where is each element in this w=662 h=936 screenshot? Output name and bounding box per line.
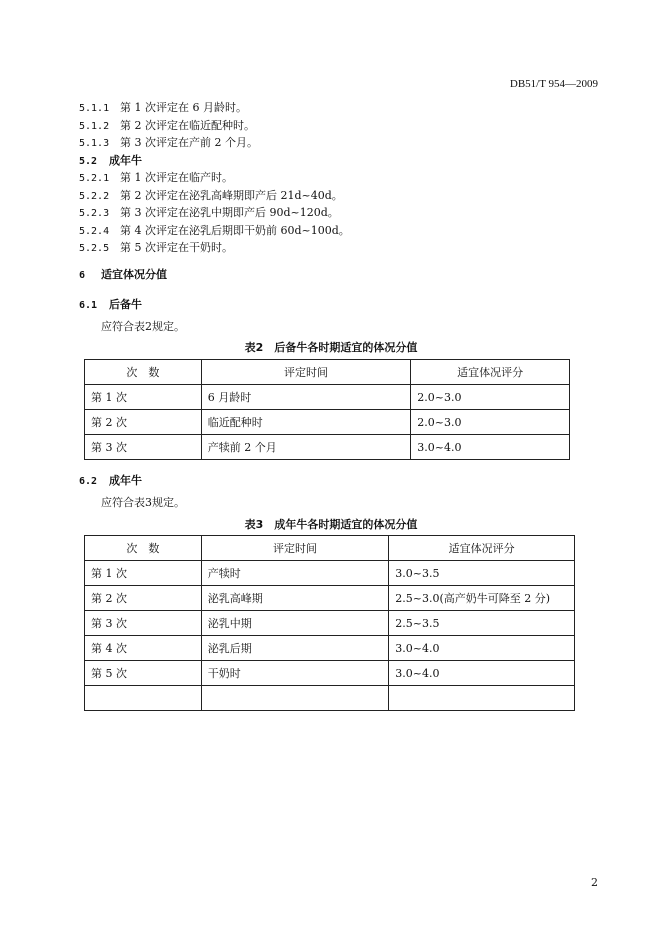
table-cell: 产犊前 2 个月 xyxy=(201,435,411,460)
table-cell: 3.0~4.0 xyxy=(389,636,575,661)
section-title: 后备牛 xyxy=(109,298,142,311)
table-cell: 临近配种时 xyxy=(201,410,411,435)
section-number: 6.2 xyxy=(79,476,98,487)
clause-number: 5.2.5 xyxy=(79,243,110,254)
clause-number: 5.2.1 xyxy=(79,173,110,184)
table-cell: 第 2 次 xyxy=(85,410,202,435)
table-cell: 第 4 次 xyxy=(85,636,202,661)
table-cell: 2.0~3.0 xyxy=(411,410,570,435)
section-6-1-paragraph: 应符合表2规定。 xyxy=(101,320,185,333)
table-header-cell: 次 数 xyxy=(85,536,202,561)
section-6-2-heading xyxy=(79,472,142,488)
section-title: 成年牛 xyxy=(109,154,142,167)
table-row xyxy=(85,586,575,611)
table-header-row xyxy=(85,536,575,561)
table-row xyxy=(85,561,575,586)
clause-5-1-1 xyxy=(79,99,247,115)
clause-text: 第 1 次评定在临产时。 xyxy=(120,171,233,184)
table-cell xyxy=(201,686,389,711)
table2-caption: 表2 后备牛各时期适宜的体况分值 xyxy=(244,341,418,354)
clause-5-2-4 xyxy=(79,222,350,238)
section-6-2-paragraph: 应符合表3规定。 xyxy=(101,496,185,509)
table-cell xyxy=(85,686,202,711)
clause-text: 第 3 次评定在泌乳中期即产后 90d~120d。 xyxy=(120,206,339,219)
clause-text: 第 3 次评定在产前 2 个月。 xyxy=(120,136,258,149)
table3-caption: 表3 成年牛各时期适宜的体况分值 xyxy=(244,518,418,531)
table-row xyxy=(85,686,575,711)
table-cell: 泌乳中期 xyxy=(201,611,389,636)
table2 xyxy=(84,359,570,460)
table-cell xyxy=(389,686,575,711)
table-cell: 干奶时 xyxy=(201,661,389,686)
clause-5-1-2 xyxy=(79,117,255,133)
table-header-cell: 适宜体况评分 xyxy=(389,536,575,561)
table-cell: 2.0~3.0 xyxy=(411,385,570,410)
clause-5-1-3 xyxy=(79,134,258,150)
clause-5-2-5 xyxy=(79,239,233,255)
clause-text: 第 1 次评定在 6 月龄时。 xyxy=(120,101,247,114)
table-cell: 第 1 次 xyxy=(85,385,202,410)
table-cell: 泌乳后期 xyxy=(201,636,389,661)
table-cell: 3.0~4.0 xyxy=(411,435,570,460)
table-cell: 第 3 次 xyxy=(85,435,202,460)
table-cell: 产犊时 xyxy=(201,561,389,586)
table-cell: 2.5~3.5 xyxy=(389,611,575,636)
section-title: 适宜体况分值 xyxy=(101,268,167,281)
clause-text: 第 2 次评定在泌乳高峰期即产后 21d~40d。 xyxy=(120,189,343,202)
section-number: 5.2 xyxy=(79,156,98,167)
table-cell: 第 5 次 xyxy=(85,661,202,686)
table-row xyxy=(85,385,570,410)
table-header-cell: 适宜体况评分 xyxy=(411,360,570,385)
table-row xyxy=(85,435,570,460)
section-5-2-heading xyxy=(79,152,142,168)
table-row xyxy=(85,410,570,435)
table3 xyxy=(84,535,575,711)
table-cell: 6 月龄时 xyxy=(201,385,411,410)
table-header-cell: 次 数 xyxy=(85,360,202,385)
table-cell: 3.0~4.0 xyxy=(389,661,575,686)
table-cell: 2.5~3.0(高产奶牛可降至 2 分) xyxy=(389,586,575,611)
table-cell: 第 2 次 xyxy=(85,586,202,611)
clause-number: 5.2.3 xyxy=(79,208,110,219)
section-number: 6.1 xyxy=(79,300,98,311)
clause-5-2-1 xyxy=(79,169,233,185)
clause-text: 第 4 次评定在泌乳后期即干奶前 60d~100d。 xyxy=(120,224,350,237)
table-header-cell: 评定时间 xyxy=(201,360,411,385)
section-6-1-heading xyxy=(79,296,142,312)
clause-text: 第 5 次评定在干奶时。 xyxy=(120,241,233,254)
clause-text: 第 2 次评定在临近配种时。 xyxy=(120,119,255,132)
page-number: 2 xyxy=(591,876,598,889)
clause-number: 5.1.1 xyxy=(79,103,110,114)
table-row xyxy=(85,661,575,686)
table-header-cell: 评定时间 xyxy=(201,536,389,561)
table-cell: 第 1 次 xyxy=(85,561,202,586)
clause-5-2-2 xyxy=(79,187,343,203)
section-title: 成年牛 xyxy=(109,474,142,487)
document-code: DB51/T 954—2009 xyxy=(509,78,598,90)
clause-number: 5.1.3 xyxy=(79,138,110,149)
table-cell: 3.0~3.5 xyxy=(389,561,575,586)
table-header-row xyxy=(85,360,570,385)
section-6-heading xyxy=(79,266,167,282)
clause-number: 5.2.4 xyxy=(79,226,110,237)
table-row xyxy=(85,636,575,661)
table-cell: 第 3 次 xyxy=(85,611,202,636)
table-row xyxy=(85,611,575,636)
clause-number: 5.1.2 xyxy=(79,121,110,132)
section-number: 6 xyxy=(79,270,86,281)
clause-number: 5.2.2 xyxy=(79,191,110,202)
clause-5-2-3 xyxy=(79,204,339,220)
table-cell: 泌乳高峰期 xyxy=(201,586,389,611)
